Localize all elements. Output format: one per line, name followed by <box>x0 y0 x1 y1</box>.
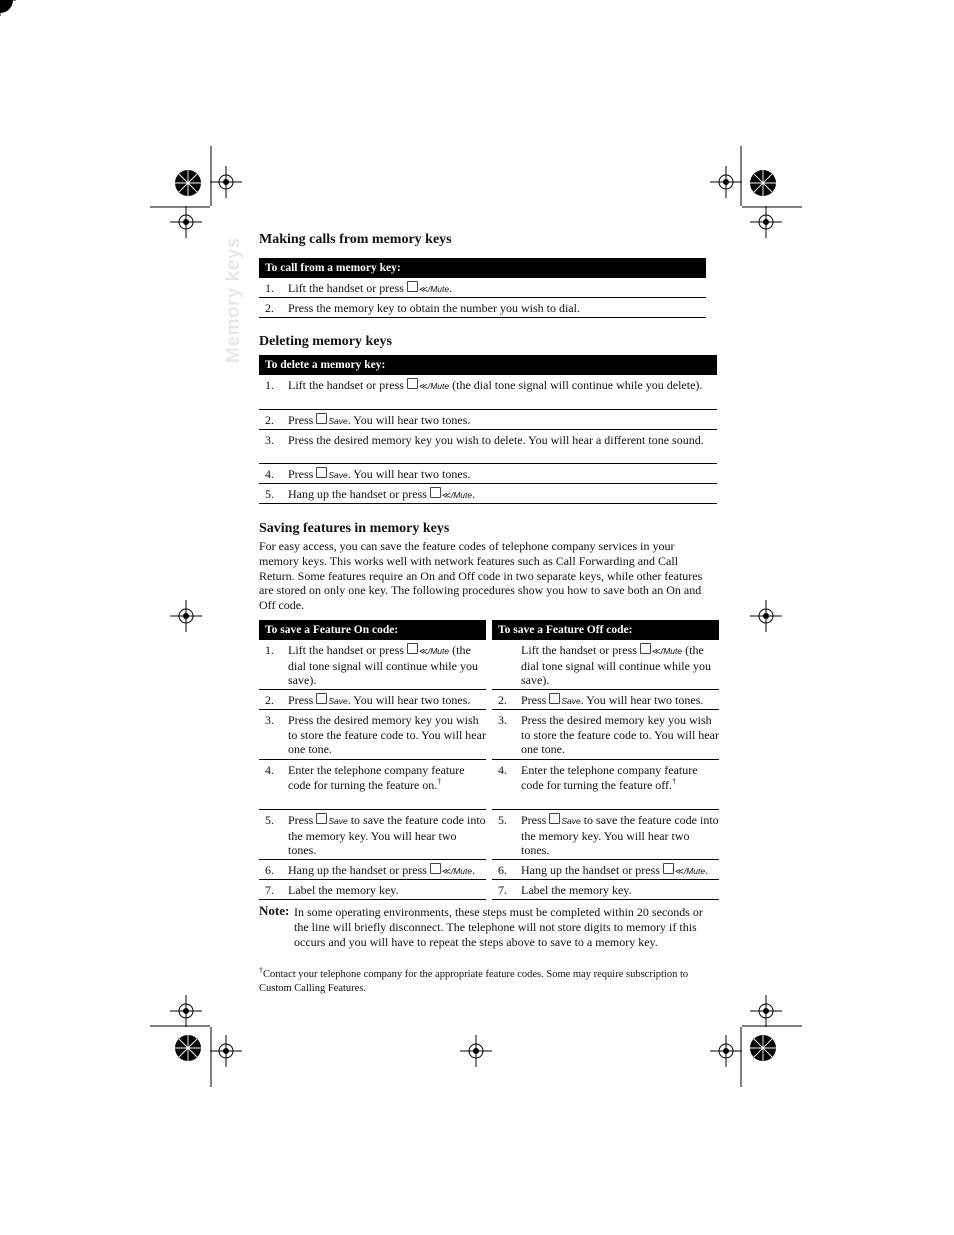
table-header: To save a Feature On code: <box>259 620 486 640</box>
mute-key-icon <box>407 281 418 292</box>
table-row <box>259 375 717 410</box>
table-row <box>259 464 717 484</box>
table-row <box>259 880 486 900</box>
step-text: Press Save. You will hear two tones. <box>288 693 471 707</box>
table-header: To call from a memory key: <box>259 258 706 278</box>
step-number: 1. <box>265 643 274 657</box>
step-text: Lift the handset or press ≪/Mute (the dial tone signal will continue while you save). <box>288 643 478 688</box>
mute-key-icon <box>640 643 651 654</box>
step-text: Press Save. You will hear two tones. <box>521 693 704 707</box>
step-number: 2. <box>265 693 274 707</box>
footnote <box>259 968 699 996</box>
table-header: To save a Feature Off code: <box>492 620 719 640</box>
step-text: Label the memory key. <box>521 883 632 897</box>
step-number: 5. <box>265 813 274 827</box>
step-text: Press the desired memory key you wish to store the feature code to. You will hear one tone. <box>521 713 719 757</box>
step-text: Enter the telephone company feature code for turning the feature off.† <box>521 763 698 792</box>
step-number: 7. <box>265 883 274 897</box>
side-chapter-tab <box>222 237 246 363</box>
table-row <box>259 640 486 690</box>
note-text: In some operating environments, these steps must be completed within 20 seconds or the line will briefly disconnect. The telephone will not store digits to memory if this occurs and you will have to repeat the steps above to save to a memory key. <box>294 905 703 949</box>
table-row <box>259 760 486 810</box>
table-header: To delete a memory key: <box>259 355 717 375</box>
step-text: Press the desired memory key you wish to delete. You will hear a different tone sound. <box>288 433 704 447</box>
mute-key-icon <box>430 863 441 874</box>
step-text: Lift the handset or press ≪/Mute (the dial tone signal will continue while you delete). <box>288 378 703 392</box>
step-number: 3. <box>498 713 507 727</box>
mute-key-icon <box>407 643 418 654</box>
table-row <box>492 690 719 710</box>
table-row <box>259 484 717 504</box>
step-text: Hang up the handset or press ≪/Mute. <box>521 863 709 877</box>
step-number: 3. <box>265 713 274 727</box>
save-key-icon <box>316 813 327 824</box>
step-text: Hang up the handset or press ≪/Mute. <box>288 487 476 501</box>
step-text: Press Save to save the feature code into the memory key. You will hear two tones. <box>521 813 719 858</box>
table-row <box>259 810 486 860</box>
save-key-icon <box>316 693 327 704</box>
side-chapter-label: Memory keys <box>223 237 244 363</box>
delete-memory-table <box>259 355 717 504</box>
step-number: 5. <box>498 813 507 827</box>
step-text: Press Save to save the feature code into the memory key. You will hear two tones. <box>288 813 486 858</box>
table-row <box>492 710 719 760</box>
mute-key-icon <box>407 378 418 389</box>
saving-features-intro: For easy access, you can save the feature codes of telephone company services in your memory keys. This works well with network features such as Call Forwarding and Call Return. Some features require an On and Off code in two separate keys, while other features are stored on only one key. The following procedures show you how to save both an On and Off code. <box>259 539 703 613</box>
step-text: Press the memory key to obtain the number you wish to dial. <box>288 301 580 315</box>
table-row <box>259 410 717 430</box>
section-title-saving-features: Saving features in memory keys <box>259 521 450 536</box>
step-number: 5. <box>265 487 274 501</box>
save-key-icon <box>316 467 327 478</box>
table-row <box>492 810 719 860</box>
footnote-mark: † <box>259 966 263 975</box>
step-text: Enter the telephone company feature code for turning the feature on.† <box>288 763 465 792</box>
section-title-deleting: Deleting memory keys <box>259 334 392 349</box>
step-number: 1. <box>265 378 274 392</box>
table-row <box>259 710 486 760</box>
table-row <box>492 640 719 690</box>
table-row <box>492 760 719 810</box>
step-number: 4. <box>265 467 274 481</box>
step-text: Lift the handset or press ≪/Mute. <box>288 281 453 295</box>
note-block <box>259 904 714 949</box>
footnote-text: Contact your telephone company for the appropriate feature codes. Some may require subscription to Custom Calling Features. <box>259 969 689 994</box>
save-key-icon <box>549 693 560 704</box>
step-number: 1. <box>265 281 274 295</box>
table-row <box>259 298 706 318</box>
step-number: 3. <box>265 433 274 447</box>
table-row <box>259 860 486 880</box>
step-number: 2. <box>498 693 507 707</box>
step-number: 7. <box>498 883 507 897</box>
step-number: 2. <box>265 413 274 427</box>
feature-off-table <box>492 620 719 900</box>
note-label: Note: <box>259 903 290 918</box>
step-number: 6. <box>498 863 507 877</box>
step-text: Press the desired memory key you wish to store the feature code to. You will hear one tone. <box>288 713 486 757</box>
table-row <box>259 278 706 298</box>
table-row <box>492 880 719 900</box>
step-number: 6. <box>265 863 274 877</box>
step-text: Press Save. You will hear two tones. <box>288 413 471 427</box>
table-row <box>259 690 486 710</box>
step-text: Lift the handset or press ≪/Mute (the dial tone signal will continue while you save). <box>521 643 711 688</box>
call-from-memory-table <box>259 258 706 318</box>
section-title-making-calls: Making calls from memory keys <box>259 232 452 247</box>
step-number: 4. <box>498 763 507 777</box>
save-key-icon <box>316 413 327 424</box>
feature-on-table <box>259 620 486 900</box>
step-text: Press Save. You will hear two tones. <box>288 467 471 481</box>
table-row <box>492 860 719 880</box>
save-key-icon <box>549 813 560 824</box>
step-number: 2. <box>265 301 274 315</box>
mute-key-icon <box>663 863 674 874</box>
step-text: Label the memory key. <box>288 883 399 897</box>
mute-key-icon <box>430 487 441 498</box>
step-text: Hang up the handset or press ≪/Mute. <box>288 863 476 877</box>
table-row <box>259 430 717 464</box>
step-number: 4. <box>265 763 274 777</box>
